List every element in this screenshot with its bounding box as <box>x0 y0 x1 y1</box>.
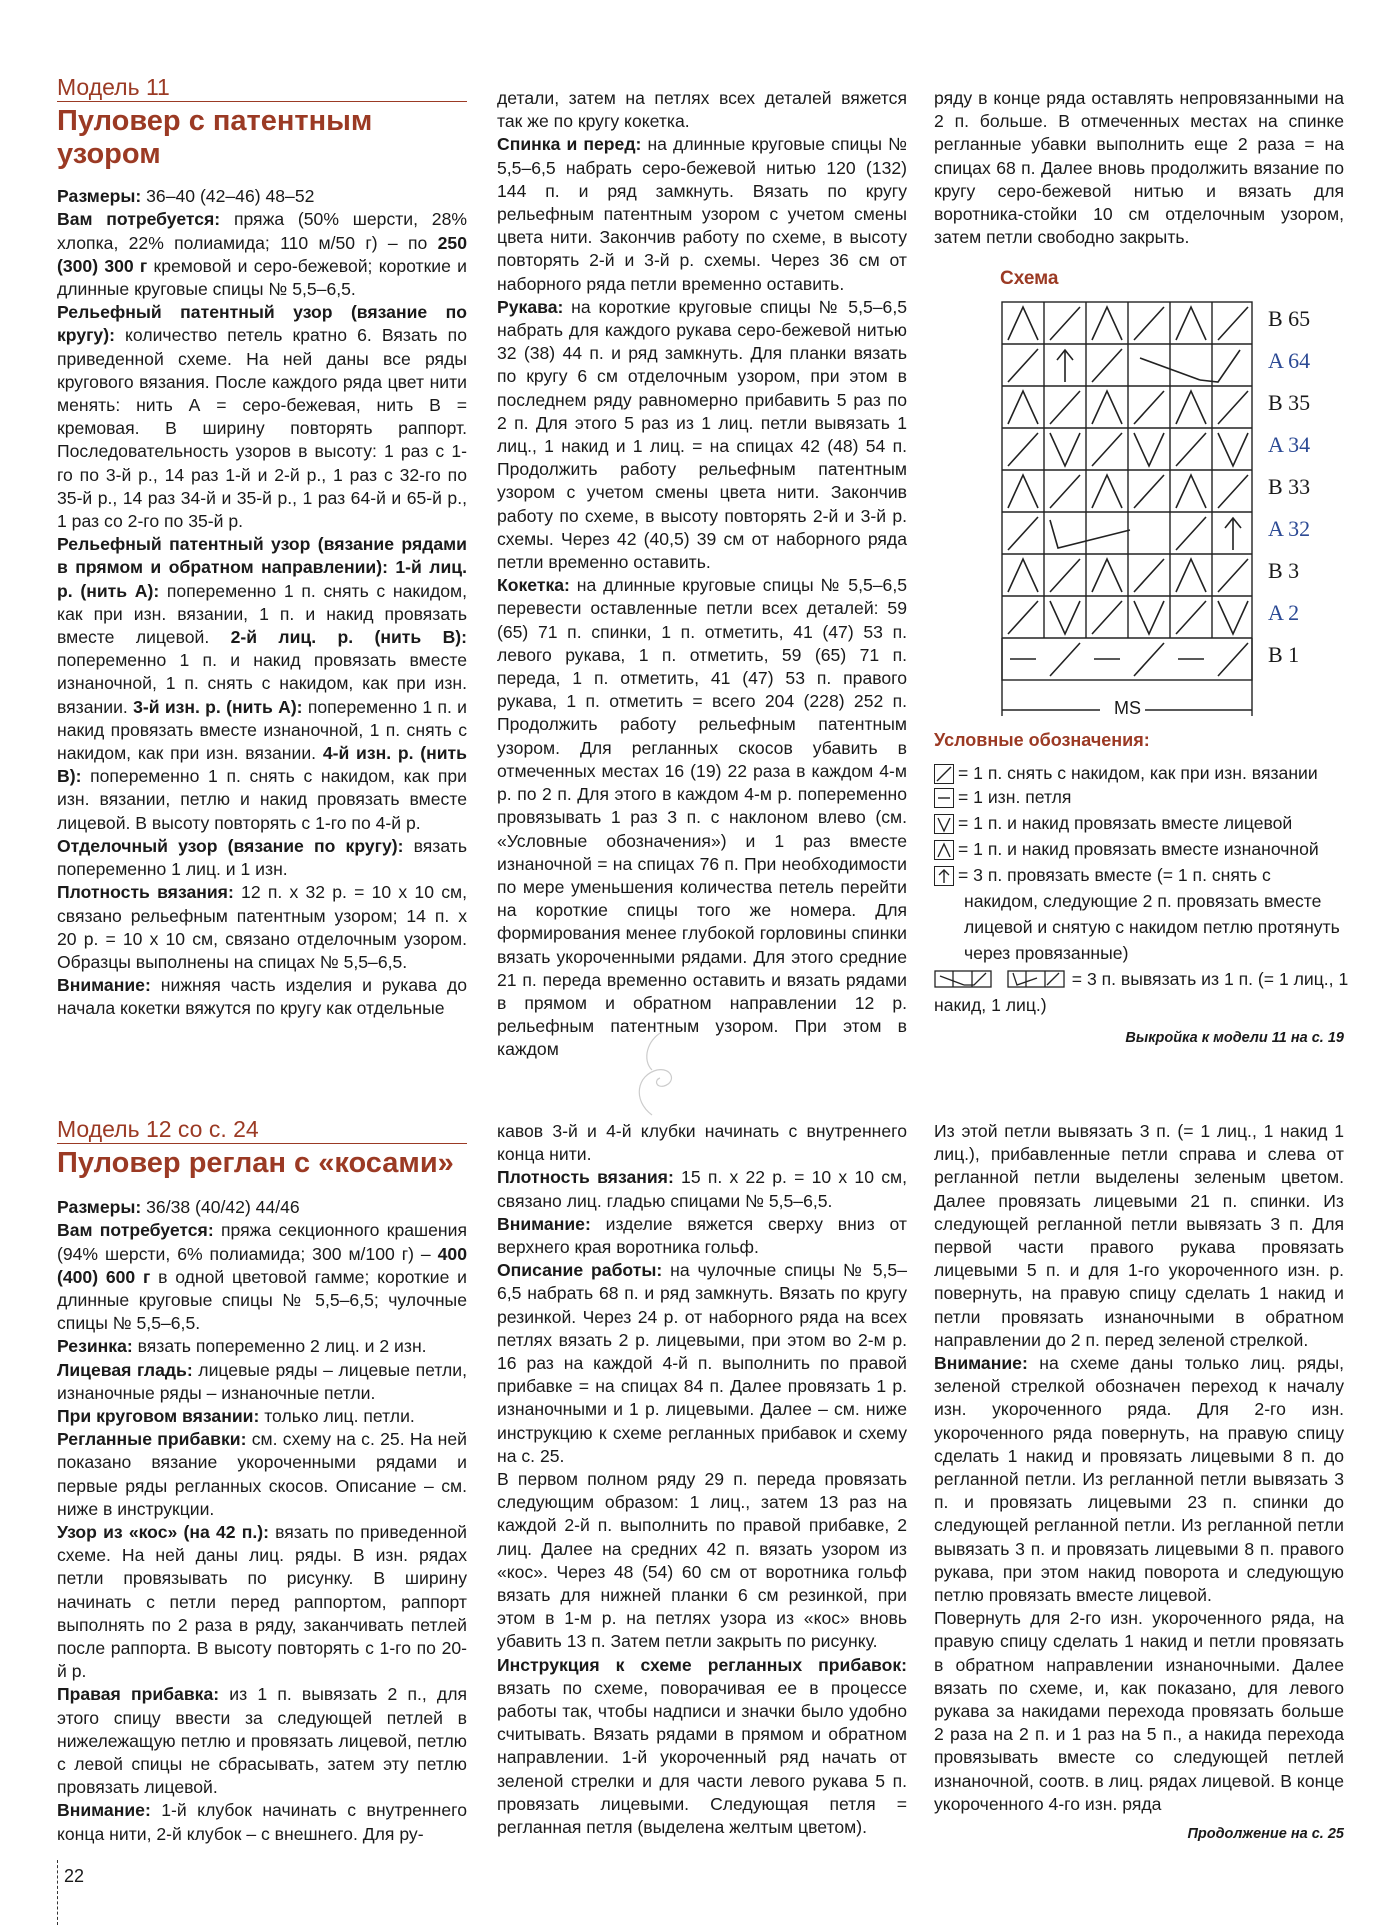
model12-column-3 <box>934 1120 1344 1816</box>
paragraph: Вам потребуется: пряжа (50% шерсти, 28% хлопка, 22% полиамида; 110 м/50 г) – по 250 (300) 300 г кремовой и серо-бежевой; короткие и длинные круговые спицы № 5,5–6,5. <box>57 209 468 300</box>
model12-c1-body <box>57 1196 467 1846</box>
paragraph: Спинка и перед: на длинные круговые спицы № 5,5–6,5 набрать серо-бежевой нитью 120 (132) 144 п. и ряд замкнуть. Вязать по кругу рельефным патентным узором с учетом смены цвета нити. Закончив работу по схеме, в высоту повторять 2-й и 3-й р. схемы. Через 36 см от наборного ряда петли временно оставить. <box>497 134 907 294</box>
paragraph: Рельефный патентный узор (вязание по кругу): количество петель кратно 6. Вязать по приведенной схеме. На ней даны все ряды кругового вязания. После каждого ряда цвет нити менять: нить А = серо-бежевая, нить В = кремовая. В ширину повторять раппорт. Последовательность узоров в высоту: 1 раз с 1-го по 3-й р., 14 раз 1-й и 2-й р., 1 раз с 32-го по 35-й р., 14 раз 34-й и 35-й р., 1 раз 64-й и 65-й р., 1 раз со 2-го по 35-й р. <box>57 302 467 532</box>
model12-column-1 <box>57 1118 467 1846</box>
scheme-row-label: B 35 <box>1268 390 1311 415</box>
scheme-title: Схема <box>1000 268 1059 289</box>
legend-item-increase: = 3 п. вывязать из 1 п. (= 1 лиц., 1 накид, 1 лиц.) <box>934 969 1349 1015</box>
model11-column-2 <box>497 87 907 1062</box>
continued-note: Продолжение на с. 25 <box>1187 1826 1344 1842</box>
scheme-row-label: B 3 <box>1268 558 1300 583</box>
scheme-row-label: A 32 <box>1268 516 1311 541</box>
model12-label: Модель 12 со с. 24 <box>57 1116 259 1142</box>
paragraph: Вам потребуется: пряжа секционного крашения (94% шерсти, 6% полиамида; 300 м/100 г) – 400 (400) 600 г в одной цветовой гамме; короткие и длинные круговые спицы № 5,5–6,5; чулочные спицы № 5,5–6,5. <box>57 1220 467 1334</box>
paragraph: ряду в конце ряда оставлять непровязанными на 2 п. больше. В отмеченных местах на спинке регланные убавки выполнить еще 2 раза = на спицах 68 п. Далее вновь продолжить вязание по кругу серо-бежевой нитью и вязать для воротника-стойки 10 см отделочным узором, затем петли свободно закрыть. <box>934 88 1344 248</box>
legend-item-purl-together: = 1 п. и накид провязать вместе изнаночной <box>934 836 1344 862</box>
paragraph: Отделочный узор (вязание по кругу): вязать попеременно 1 лиц. и 1 изн. <box>57 835 467 880</box>
increase-symbol-icon <box>934 970 994 990</box>
scheme-row-label: B 33 <box>1268 474 1311 499</box>
paragraph: Внимание: на схеме даны только лиц. ряды, зеленой стрелкой обозначен переход к началу изн. укороченного ряда. Для 2-го изн. укороченного ряда повернуть, на правую спицу сделать 1 накид и провязать лицевыми 8 п. до регланной петли. Из регланной петли вывязать 3 п. и провязать лицевыми 23 п. спинки до следующей регланной петли. Из регланной петли вывязать 3 п. и провязать лицевыми 8 п. правого рукава, при этом накид поворота и следующую петлю провязать вместе лицевой. <box>934 1353 1344 1606</box>
model11-label: Модель 11 <box>57 74 170 100</box>
arrow-up-icon <box>934 866 954 886</box>
model12-title: Пуловер реглан с «косами» <box>57 1143 467 1180</box>
scheme-ms-label: MS <box>1114 698 1141 718</box>
pattern-reference-note: Выкройка к модели 11 на с. 19 <box>1125 1030 1344 1046</box>
paragraph: Описание работы: на чулочные спицы № 5,5–6,5 набрать 68 п. и ряд замкнуть. Вязать по кругу резинкой. Через 24 р. от наборного ряда на всех петлях вязать 2 р. лицевыми, при этом во 2-м р. 16 раз на каждой 4-й п. выполнить по правой прибавке = на спицах 84 п. Далее провязать 1 р. изнаночными и 1 р. лицевыми. Далее – см. ниже инструкцию к схеме регланных прибавок и схему на с. 25. <box>497 1260 907 1466</box>
scheme-row-label: B 1 <box>1268 642 1300 667</box>
paragraph: Плотность вязания: 12 п. х 32 р. = 10 х 10 см, связано рельефным патентным узором; 14 п. х 20 р. = 10 х 10 см, связано отделочным узором. Образцы выполнены на спицах № 5,5–6,5. <box>57 882 467 972</box>
paragraph: Рукава: на короткие круговые спицы № 5,5–6,5 набрать для каждого рукава серо-бежевой нитью 32 (38) 44 п. и ряд замкнуть. Для планки вязать по кругу 6 см отделочным узором, при этом в последнем ряду равномерно прибавить 5 раз по 2 п. Для этого 5 раз из 1 лиц. петли вывязать 1 лиц., 1 накид и 1 лиц. = на спицах 42 (48) 54 п. Продолжить работу рельефным патентным узором с учетом смены цвета нити. Закончив работу по схеме, в высоту повторять 2-й и 3-й р. схемы. Через 42 (40,5) 39 см от наборного ряда петли временно оставить. <box>497 296 907 573</box>
scheme-row-label: A 34 <box>1268 432 1311 457</box>
model11-column-1 <box>57 76 467 1021</box>
paragraph: Повернуть для 2-го изн. укороченного ряда, на правую спицу сделать 1 накид и петли провязать в обратном направлении изнаночными. Далее вязать по схеме, и, как показано, для левого рукава за накидами перехода провязать больше 2 раза на 2 п. и 1 раз на 5 п., а накида перехода провязывать вместе со следующей петлей изнаночной, соотв. в лиц. рядах лицевой. В конце укороченного 4-го изн. ряда <box>934 1608 1344 1814</box>
paragraph: Инструкция к схеме регланных прибавок: вязать по схеме, поворачивая ее в процессе работы так, чтобы надписи и значки было удобно считывать. Вязать рядами в прямом и обратном направлении. 1-й укороченный ряд начать от зеленой стрелки и для части левого рукава 5 п. провязать лицевыми. Следующая петля = регланная петля (выделена желтым цветом). <box>497 1654 907 1838</box>
legend-title: Условные обозначения: <box>934 730 1150 750</box>
paragraph: Внимание: изделие вяжется сверху вниз от верхнего края воротника гольф. <box>497 1213 907 1258</box>
scheme-row-label: A 64 <box>1268 348 1311 373</box>
legend-item-slip: = 1 п. снять с накидом, как при изн. вязании <box>934 760 1344 786</box>
lambda-stitch-icon <box>934 840 954 860</box>
model12-column-2 <box>497 1120 907 1839</box>
scheme-row-label: A 2 <box>1268 600 1300 625</box>
paragraph: Рельефный патентный узор (вязание рядами в прямом и обратном направлении): 1-й лиц. р. (нить А): попеременно 1 п. снять с накидом, как при изн. вязании, 1 п. и накид провязать вместе лицевой. 2-й лиц. р. (нить В): попеременно 1 п. и накид провязать вместе изнаночной, 1 п. снять с накидом, как при изн. вязании. 3-й изн. р. (нить А): попеременно 1 п. и накид провязать вместе изнаночной, 1 п. снять с накидом, как при изн. вязании. 4-й изн. р. (нить В): попеременно 1 п. снять с накидом, как при изн. вязании, петлю и накид провязать вместе лицевой. В высоту повторять с 1-го по 4-й р. <box>57 534 468 833</box>
v-stitch-icon <box>934 814 954 834</box>
paragraph: В первом полном ряду 29 п. переда провязать следующим образом: 1 лиц., затем 13 раз на каждой 2-й п. выполнить по правой прибавке, 2 лиц. Далее на средних 42 п. вязать узором из «кос». Через 48 (54) 60 см от воротника гольф вязать для нижней планки 6 см резинкой, при этом в 1-м р. на петлях узора из «кос» вновь убавить 13 п. Затем петли закрыть по рисунку. <box>497 1469 907 1652</box>
increase-symbol-alt-icon <box>1007 970 1067 990</box>
paragraph: кавов 3-й и 4-й клубки начинать с внутреннего конца нити. <box>497 1121 907 1165</box>
paragraph: Внимание: нижняя часть изделия и рукава до начала кокетки вяжутся по кругу как отдельные <box>57 975 467 1019</box>
model11-title: Пуловер с патентным узором <box>57 101 467 171</box>
model11-column-3 <box>934 87 1344 249</box>
model11-c1-body <box>57 185 467 1020</box>
page-number: 22 <box>64 1866 85 1886</box>
paragraph: детали, затем на петлях всех деталей вяжется так же по кругу кокетка. <box>497 88 907 132</box>
paragraph: Лицевая гладь: лицевые ряды – лицевые петли, изнаночные ряды – изнаночные петли. <box>57 1359 467 1403</box>
paragraph: Узор из «кос» (на 42 п.): вязать по приведенной схеме. На ней даны лиц. ряды. В изн. рядах петли провязывать по рисунку. В ширину начинать с петли перед раппортом, раппорт выполнять по 2 раза в ряду, заканчивать петлей после раппорта. В высоту повторять с 1-го по 20-й р. <box>57 1522 468 1682</box>
paragraph: Плотность вязания: 15 п. х 22 р. = 10 х 10 см, связано лиц. гладью спицами № 5,5–6,5. <box>497 1167 907 1211</box>
cut-line <box>57 1860 58 1925</box>
paragraph: Регланные прибавки: см. схему на с. 25. На ней показано вязание укороченными рядами и первые ряды регланных скосов. Описание – см. ниже в инструкции. <box>57 1429 467 1519</box>
paragraph: Внимание: 1-й клубок начинать с внутреннего конца нити, 2-й клубок – с внешнего. Для ру- <box>57 1800 467 1844</box>
scheme-row-label: B 65 <box>1268 306 1311 331</box>
paragraph: Резинка: вязать попеременно 2 лиц. и 2 изн. <box>57 1336 427 1357</box>
scheme-frame <box>1000 338 1260 718</box>
purl-stitch-icon <box>934 788 954 808</box>
paragraph: Из этой петли вывязать 3 п. (= 1 лиц., 1 накид 1 лиц.), прибавленные петли справа и слева от регланной петли выделены зеленым цветом. Далее провязать лицевыми 21 п. спинки. Из следующей регланной петли вывязать 3 п. Для первой части правого рукава провязать лицевыми 5 п. и для 1-го укороченного изн. р. повернуть, на правую спицу сделать 1 накид и петли провязать изнаночными в обратном направлении до 2 п. перед зеленой стрелкой. <box>934 1121 1344 1350</box>
paragraph: Кокетка: на длинные круговые спицы № 5,5–6,5 перевести оставленные петли всех деталей: 59 (65) 71 п. спинки, 1 п. отметить, 41 (47) 53 п. левого рукава, 1 п. отметить, 59 (65) 71 п. переда, 1 п. отметить, 41 (47) 53 п. правого рукава, 1 п. отметить = всего 204 (228) 252 п. Продолжить работу рельефным патентным узором. Для регланных скосов убавить в отмеченных местах 16 (19) 22 раза в каждом 4-м р. по 2 п. Для этого в каждом 4-м р. попеременно провязывать 1 раз 3 п. с наклоном влево (см. «Условные обозначения») и 1 раз вместе изнаночной = на спицах 76 п. При необходимости по мере уменьшения количества петель перейти на короткие спицы того же номера. Для формирования менее глубокой горловины спинки вязать укороченными рядами. Для этого средние 21 п. переда временно оставить и вязать рядами в прямом и обратном направлении 12 р. рельефным патентным узором. При этом в каждом <box>497 575 907 1060</box>
slip-stitch-icon <box>934 764 954 784</box>
paragraph: Правая прибавка: из 1 п. вывязать 2 п., для этого спицу ввести за следующей петлей в нижележащую петлю и провязать лицевой, петлю с левой спицы не сбрасывать, затем эту петлю провязать лицевой. <box>57 1684 467 1798</box>
paragraph: Размеры: 36/38 (40/42) 44/46 <box>57 1197 300 1218</box>
paragraph: При круговом вязании: только лиц. петли. <box>57 1406 415 1427</box>
legend-item-knit-together: = 1 п. и накид провязать вместе лицевой <box>934 810 1344 836</box>
legend-item-three-together: = 3 п. провязать вместе (= 1 п. снять с накидом, следующие 2 п. провязать вместе лицевой и снятую с накидом петлю протянуть через провязанные) <box>934 862 1344 966</box>
legend-item-purl: = 1 изн. петля <box>934 784 1344 810</box>
flourish-ornament-icon <box>612 1020 692 1120</box>
paragraph: Размеры: 36–40 (42–46) 48–52 <box>57 186 315 207</box>
